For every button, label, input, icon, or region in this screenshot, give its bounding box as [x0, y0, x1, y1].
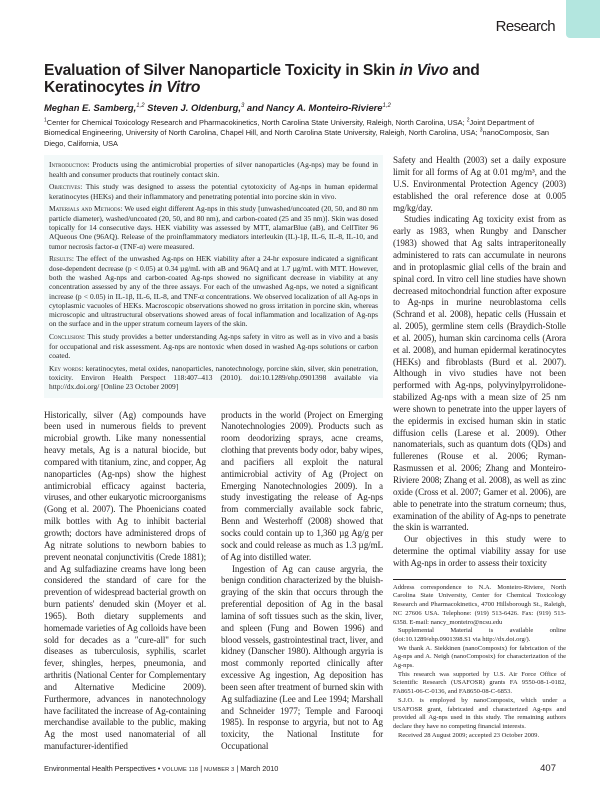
body-column-3 [393, 155, 566, 570]
footnote-supplemental: Supplemental Material is available online (doi:10.1289/ehp.0901398.S1 via http://dx.doi.org/). [393, 627, 566, 643]
abstract-label: Conclusion: [49, 332, 85, 342]
affil-sup: 3 [479, 127, 483, 134]
affil-sup: 2 [466, 117, 470, 124]
abstract-conclusion [49, 332, 378, 360]
article-title [44, 62, 556, 96]
author-name: Steven J. Oldenburg, [147, 102, 241, 113]
body-paragraph: Safety and Health (2003) set a daily exposure limit for all forms of Ag at 0.01 mg/m³, and the U.S. Environmental Protection Agency (2003) established the oral reference dose at 0.005 mg/kg/day. [393, 155, 566, 213]
affiliation: nanoComposix, San Diego, California, USA [44, 128, 550, 148]
footnotes [393, 584, 566, 741]
affiliation: Joint Department of Biomedical Engineering, University of North Carolina, Chapel Hill, and North Carolina State University, Raleigh, North Carolina, USA; [44, 118, 535, 138]
left-region [44, 155, 383, 753]
abstract-keywords [49, 364, 378, 392]
affiliation: Center for Chemical Toxicology Research and Pharmacokinetics, North Carolina State University, Raleigh, North Carolina, USA; [46, 118, 467, 127]
abstract-label: Key words: [49, 363, 84, 373]
footer-separator: | [234, 764, 241, 774]
body-paragraph: Studies indicating Ag toxicity exist from as early as 1983, when Rungby and Danscher (1983) showed that Ag salts intraperitoneally administered to rats can accumulate in neurons and in protoplasmic glial cells of the brain and spinal cord. In vitro cell line studies have shown decreased mitochondrial function after exposure to Ag-nps in murine neuroblastoma cells (Schrand et al. 2008), hepatic cells (Hussain et al. 2005), germline stem cells (Braydich-Stolle et al. 2005), human skin carcinoma cells (Arora et al. 2008), and human epidermal keratinocytes (HEKs) and fibroblasts (Burd et al. 2007). Although in vivo studies have not been performed with Ag-nps, polyvinylpyrrolidone-stabilized Ag-nps with a mean size of 25 nm were shown to penetrate into the upper layers of the epidermis in excised human skin in static diffusion cells (Larese et al. 2009). Other nanomaterials, such as quantum dots (QDs) and fullerenes (Rouse et al. 2006; Ryman-Rasmussen et al. 2006; Zhang and Monteiro-Riviere 2008; Zhang et al. 2008), as well as zinc oxide (Cross et al. 2007; Gamer et al. 2006), are able to penetrate into the stratum corneum; thus, examination of the ability of Ag-nps to penetrate the skin is warranted. [393, 214, 566, 533]
page-footer [44, 764, 278, 773]
page-footer-row [44, 763, 556, 774]
abstract-introduction [49, 160, 378, 179]
footnote-divider [393, 579, 566, 580]
abstract-text: Products using the antimicrobial properties of silver nanoparticles (Ag-nps) may be found in health and consumer products that routinely contact skin. [49, 160, 378, 179]
abstract-text: The effect of the unwashed Ag-nps on HEK viability after a 24-hr exposure indicated a significant dose-dependent decrease (p < 0.05) at 0.34 µg/mL with aB and 96AQ and at 1.7 µg/mL with MTT. However, both the washed Ag-nps and carbon-coated Ag-nps showed no significant decrease in viability at any concentration assessed by any of the three assays. For each of the unwashed Ag-nps, we noted a significant increase (p < 0.05) in IL-1β, IL-6, IL-8, and TNF-α concentrations. We observed localization of all Ag-nps in cytoplasmic vacuoles of HEKs. Macroscopic observations showed no gross irritation in porcine skin, whereas microscopic and ultrastructural observations showed areas of focal inflammation and localization of Ag-nps on the surface and in the upper stratum corneum layers of the skin. [49, 254, 378, 329]
volume: VOLUME 118 [162, 767, 199, 774]
abstract-box [44, 155, 383, 397]
abstract-text: We used eight different Ag-nps in this study [unwashed/uncoated (20, 50, and 80 nm particle diameter), washed/uncoated (20, 50, and 80 nm), and carbon-coated (25 and 35 nm)]. Skin was dosed topically for 14 consecutive days. HEK viability was assessed by MTT, alamarBlue (aB), and CellTiter 96 AQueous One (96AQ). Release of the proinflammatory mediators interleukin (IL)-1β, IL-6, IL-8, IL-10, and tumor necrosis factor-α (TNF-α) were measured. [49, 204, 378, 251]
body-paragraph: Historically, silver (Ag) compounds have been used in numerous fields to prevent microbial growth. Like many nonessential heavy metals, Ag is a natural biocide, but compared with titanium, zinc, and copper, Ag nanoparticles (Ag-nps) show the highest antimicrobial efficacy against bacteria, viruses, and other eukaryotic microorganisms (Gong et al. 2007). The Phoenicians coated milk bottles with Ag to inhibit bacterial growth; doctors have administered drops of Ag nitrate solutions to newborn babies to prevent neonatal conjunctivitis (Crede 1881); and Ag sulfadiazine creams have long been considered the standard of care for the prevention of widespread bacterial growth on burn patients' denuded skin (Moyer et al. 1965). Both dietary supplements and homemade varieties of Ag colloids have been sold for decades as a "cure-all" for such diseases as tuberculosis, syphilis, scarlet fever, shingles, herpes, pneumonia, and arthritis (National Center for Complementary and Alternative Medicine 2009). Furthermore, advances in nanotechnology have facilitated the increase of Ag-containing merchandise available to the public, making Ag the most used nanomaterial of all manufacturer-identified [44, 409, 206, 752]
abstract-results [49, 254, 378, 328]
author-affil-sup: 1,2 [136, 102, 145, 109]
abstract-text: This study provides a better understanding Ag-nps safety in vitro as well as in vivo and a basis for occupational and risk assessment. Ag-nps are nontoxic when dosed in washed Ag-nps solutions or carbon coated. [49, 332, 378, 360]
footnote-dates: Received 28 August 2009; accepted 23 October 2009. [398, 731, 540, 739]
footnote-competing-interests: S.J.O. is employed by nanoComposix, which under a USAFOSR grant, fabricated and characterized Ag-nps and provided all Ag-nps used in this study. The remaining authors declare they have no competing financial interests. [393, 696, 566, 730]
footnote-funding: This research was supported by U.S. Air Force Office of Scientific Research (USAFOSR) grants FA 9550-08-1-0182, FA8651-06-C-0136, and FA8650-08-C-6853. [393, 670, 566, 696]
issue-number: NUMBER 3 [203, 767, 235, 774]
footnote-correspondence: Address correspondence to N.A. Monteiro-Riviere, North Carolina State University, Center for Chemical Toxicology Research and Pharmacokinetics, 4700 Hillsborough St., Raleigh, NC 27606 USA. Telephone: (919) 513-6426. Fax: (919) 513-6358. E-mail: nancy_monteiro@ncsu.edu [393, 583, 566, 626]
title-italic: in Vitro [148, 79, 201, 96]
author-affil-sup: 1,2 [382, 102, 391, 109]
abstract-objectives [49, 182, 378, 201]
author-list [44, 102, 556, 114]
body-paragraph: Our objectives in this study were to determine the optimal viability assay for use with Ag-nps in order to assess their toxicity [393, 534, 566, 568]
body-columns [44, 410, 383, 753]
issue-date: March 2010 [240, 764, 279, 774]
footnote-acknowledgment: We thank A. Siekkinen (nanoComposix) for fabrication of the Ag-nps and A. Neigh (nanoComposix) for characterization of the Ag-nps. [393, 644, 566, 670]
abstract-methods [49, 204, 378, 250]
affiliations [44, 118, 560, 149]
abstract-label: Results: [49, 254, 74, 264]
title-text: and Keratinocytes [44, 62, 480, 96]
journal-name: Environmental Health Perspectives [44, 764, 156, 774]
affil-sup: 1 [44, 117, 47, 124]
abstract-label: Objectives: [49, 182, 83, 192]
body-column-1 [44, 410, 206, 753]
author-name: and Nancy A. Monteiro-Riviere [246, 102, 383, 113]
abstract-label: Materials and Methods: [49, 204, 123, 214]
title-text: Evaluation of Silver Nanoparticle Toxicity in Skin [44, 62, 400, 79]
page-number: 407 [540, 763, 556, 775]
author-affil-sup: 3 [240, 102, 245, 109]
author-name: Meghan E. Samberg, [44, 102, 137, 113]
section-label: Research [495, 18, 555, 35]
right-region [393, 155, 566, 740]
body-column-2 [221, 410, 383, 753]
article-body [44, 155, 566, 753]
abstract-label: Introduction: [49, 160, 90, 170]
body-paragraph: products in the world (Project on Emerging Nanotechnologies 2009). Products such as room deodorizing sprays, acne creams, clothing that prevents body odor, baby wipes, and pacifiers all exploit the natural antimicrobial activity of Ag (Project on Emerging Nanotechnologies 2009). In a study investigating the release of Ag-nps from commercially available sock fabric, Benn and Westerhoff (2008) showed that socks could contain up to 1,360 µg Ag/g per sock and could release as much as 1.3 µg/mL of Ag into distilled water. [221, 409, 383, 562]
abstract-text: This study was designed to assess the potential cytotoxicity of Ag-nps in human epidermal keratinocytes (HEKs) and their inflammatory and penetrating potential into porcine skin in vivo. [49, 182, 378, 201]
body-paragraph: Ingestion of Ag can cause argyria, the benign condition characterized by the bluish-graying of the skin that occurs through the preferential deposition of Ag in the basal lamina of soft tissues such as the skin, liver, and spleen (Fung and Bowen 1996) and blood vessels, gastrointestinal tract, liver, and kidney (Danscher 1980). Although argyria is most commonly reported clinically after excessive Ag ingestion, Ag deposition has been seen after treatment of burned skin with Ag sulfadiazine (Lee and Lee 1994; Marshall and Schneider 1977; Temple and Farooqi 1985). In response to argyria, but not to Ag toxicity, the National Institute for Occupational [221, 563, 383, 752]
footer-separator: | [198, 764, 204, 774]
footer-separator: • [155, 764, 163, 774]
abstract-text: keratinocytes, metal oxides, nanoparticles, nanotechnology, porcine skin, silver, skin penetration, toxicity. Environ Health Perspect 118:407–413 (2010). doi:10.1289/ehp.0901398 available via http://dx.doi.org/ [Online 23 October 2009] [49, 363, 378, 392]
title-italic: in Vivo [399, 62, 449, 79]
